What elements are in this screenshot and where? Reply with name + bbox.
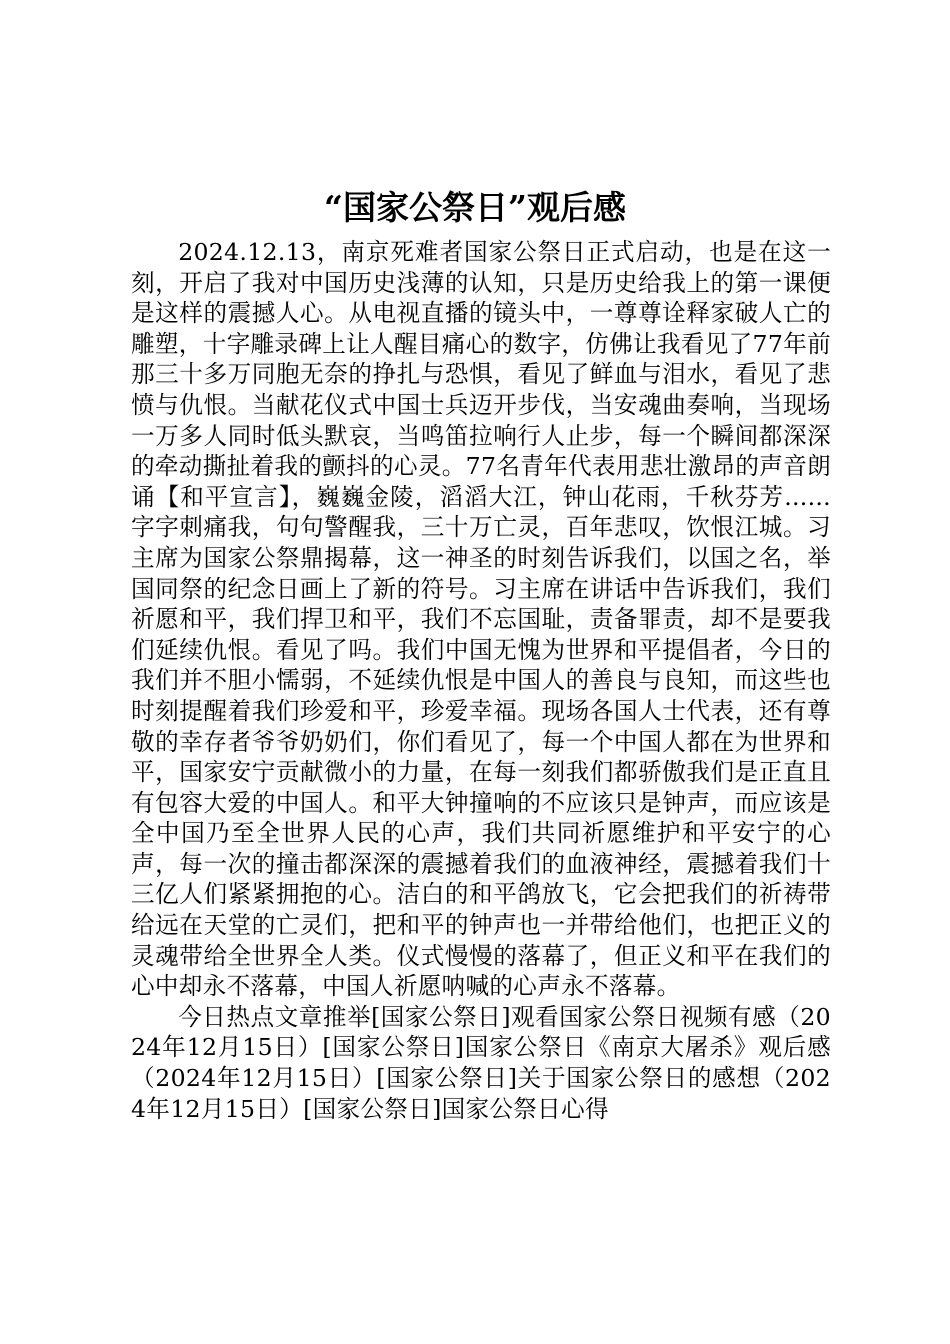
document-title: “国家公祭日”观后感 [324, 188, 626, 227]
paragraph-main: 2024.12.13，南京死难者国家公祭日正式启动，也是在这一刻，开启了我对中国历史浅薄的认知，只是历史给我上的第一课便是这样的震撼人心。从电视直播的镜头中，一尊尊诠释家破人亡的雕塑，十字雕录碑上让人醒目痛心的数字，仿佛让我看见了77年前那三十多万同胞无奈的挣扎与恐惧，看见了鲜血与泪水，看见了悲愤与仇恨。当献花仪式中国士兵迈开步伐，当安魂曲奏响，当现场一万多人同时低头默哀，当鸣笛拉响行人止步，每一个瞬间都深深的牵动撕扯着我的颤抖的心灵。77名青年代表用悲壮激昂的声音朗诵【和平宣言】，巍巍金陵，滔滔大江，钟山花雨，千秋芬芳......字字刺痛我，句句警醒我，三十万亡灵，百年悲叹，饮恨江城。习主席为国家公祭鼎揭幕，这一神圣的时刻告诉我们，以国之名，举国同祭的纪念日画上了新的符号。习主席在讲话中告诉我们，我们祈愿和平，我们捍卫和平，我们不忘国耻，责备罪责，却不是要我们延续仇恨。看见了吗。我们中国无愧为世界和平提倡者，今日的我们并不胆小懦弱，不延续仇恨是中国人的善良与良知，而这些也时刻提醒着我们珍爱和平，珍爱幸福。现场各国人士代表，还有尊敬的幸存者爷爷奶奶们，你们看见了，每一个中国人都在为世界和平，国家安宁贡献微小的力量，在每一刻我们都骄傲我们是正直且有包容大爱的中国人。和平大钟撞响的不应该只是钟声，而应该是全中国乃至全世界人民的心声，我们共同祈愿维护和平安宁的心声，每一次的撞击都深深的震撼着我们的血液神经，震撼着我们十三亿人们紧紧拥抱的心。洁白的和平鸽放飞，它会把我们的祈祷带给远在天堂的亡灵们，把和平的钟声也一并带给他们，也把正义的灵魂带给全世界全人类。仪式慢慢的落幕了，但正义和平在我们的心中却永不落幕，中国人祈愿呐喊的心声永不落幕。 [131, 238, 831, 1001]
document-body [131, 237, 831, 1124]
paragraph-related-articles: 今日热点文章推举[国家公祭日]观看国家公祭日视频有感（2024年12月15日）[国家公祭日]国家公祭日《南京大屠杀》观后感（2024年12月15日）[国家公祭日]关于国家公祭日的感想（2024年12月15日）[国家公祭日]国家公祭日心得 [131, 1002, 831, 1123]
